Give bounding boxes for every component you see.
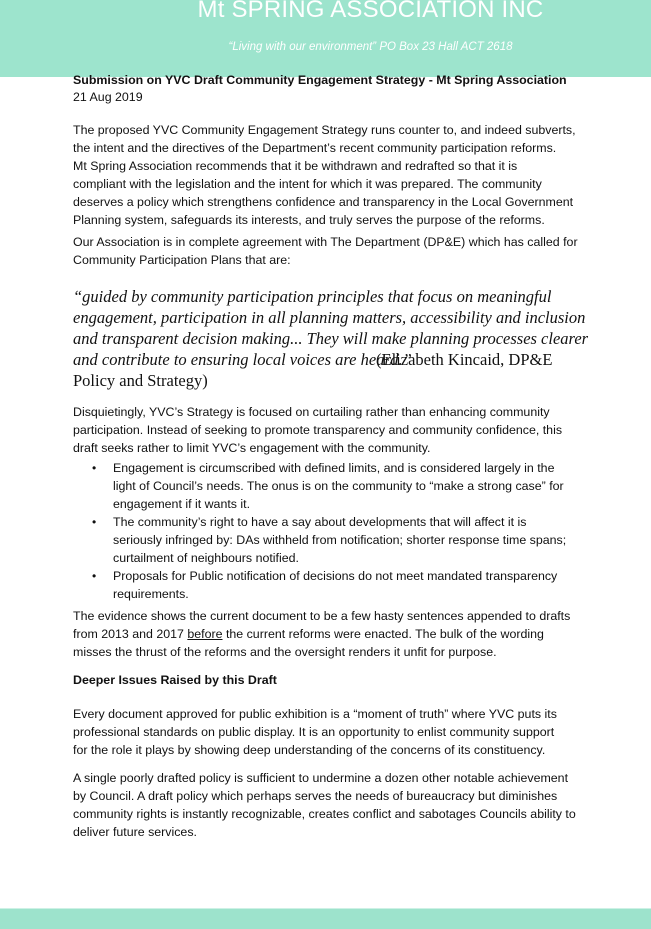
bullet-item-line: Engagement is circumscribed with defined limits, and is considered largely in the bbox=[113, 461, 555, 475]
quote-attribution: Policy and Strategy) bbox=[73, 371, 208, 390]
quote-line: engagement, participation in all planning matters, accessibility and inclusion bbox=[73, 308, 586, 327]
p4-line: The evidence shows the current document to be a few hasty sentences appended to drafts bbox=[73, 609, 571, 623]
letterhead bbox=[0, 0, 651, 77]
p5-line: for the role it plays by showing deep understanding of the concerns of its constituency. bbox=[73, 743, 546, 757]
p1-line: The proposed YVC Community Engagement Strategy runs counter to, and indeed subverts, bbox=[73, 123, 576, 137]
bullet-item-line: Proposals for Public notification of decisions do not meet mandated transparency bbox=[113, 569, 558, 583]
p6-line: deliver future services. bbox=[73, 825, 197, 839]
quote-attribution: (Elizabeth Kincaid, DP&E bbox=[376, 350, 553, 369]
p4-line bbox=[73, 625, 544, 643]
text: the current reforms were enacted. The bulk of the wording bbox=[222, 627, 544, 641]
tagline: “Living with our environment” PO Box 23 Hall ACT 2618 bbox=[228, 41, 513, 53]
p4-line: misses the thrust of the reforms and the oversight renders it unfit for purpose. bbox=[73, 645, 497, 659]
document-title: Submission on YVC Draft Community Engagement Strategy - Mt Spring Association bbox=[73, 73, 567, 87]
quote-line: and contribute to ensuring local voices are heard.” bbox=[73, 350, 412, 369]
p5-line: Every document approved for public exhibition is a “moment of truth” where YVC puts its bbox=[73, 707, 557, 721]
p6-line: A single poorly drafted policy is sufficient to undermine a dozen other notable achievement bbox=[73, 771, 569, 785]
p3-line: participation. Instead of seeking to promote transparency and community confidence, this bbox=[73, 423, 563, 437]
p6-line: by Council. A draft policy which perhaps serves the needs of bureaucracy but diminishes bbox=[73, 789, 558, 803]
footer-band bbox=[0, 908, 651, 929]
p2-line: Community Participation Plans that are: bbox=[73, 253, 291, 267]
quote-line: “guided by community participation principles that focus on meaningful bbox=[73, 287, 552, 306]
document-date: 21 Aug 2019 bbox=[73, 90, 143, 104]
quote-line: and transparent decision making... They will make planning processes clearer bbox=[73, 329, 589, 348]
bullet-item-line: engagement if it wants it. bbox=[113, 497, 251, 511]
organization-name: Mt SPRING ASSOCIATION INC bbox=[197, 0, 544, 23]
p3-line: draft seeks rather to limit YVC’s engagement with the community. bbox=[73, 441, 431, 455]
p1-line: deserves a policy which strengthens confidence and transparency in the Local Government bbox=[73, 195, 574, 209]
bullet-item-line: The community’s right to have a say about developments that will affect it is bbox=[113, 515, 527, 529]
underlined-text: before bbox=[187, 627, 223, 641]
p5-line: professional standards on public display. It is an opportunity to enlist community support bbox=[73, 725, 555, 739]
p6-line: community rights is instantly recognizable, creates conflict and sabotages Councils ability to bbox=[73, 807, 576, 821]
section-heading: Deeper Issues Raised by this Draft bbox=[73, 673, 277, 687]
p1-line: Planning system, safeguards its interests, and truly serves the purpose of the reforms. bbox=[73, 213, 545, 227]
p1-line: the intent and the directives of the Department’s recent community participation reforms. bbox=[73, 141, 557, 155]
p3-line: Disquietingly, YVC’s Strategy is focused on curtailing rather than enhancing community bbox=[73, 405, 550, 419]
bullet-icon: • bbox=[92, 461, 97, 475]
bullet-item-line: curtailment of neighbours notified. bbox=[113, 551, 299, 565]
p1-line: compliant with the legislation and the intent for which it was prepared. The community bbox=[73, 177, 542, 191]
text: from 2013 and 2017 bbox=[73, 627, 188, 641]
p2-line: Our Association is in complete agreement with The Department (DP&E) which has called for bbox=[73, 235, 578, 249]
bullet-icon: • bbox=[92, 569, 97, 583]
bullet-item-line: seriously infringed by: DAs withheld from notification; shorter response time spans; bbox=[113, 533, 567, 547]
p1-line: Mt Spring Association recommends that it be withdrawn and redrafted so that it is bbox=[73, 159, 518, 173]
bullet-item-line: light of Council’s needs. The onus is on the community to “make a strong case” for bbox=[113, 479, 564, 493]
bullet-item-line: requirements. bbox=[113, 587, 189, 601]
bullet-icon: • bbox=[92, 515, 97, 529]
